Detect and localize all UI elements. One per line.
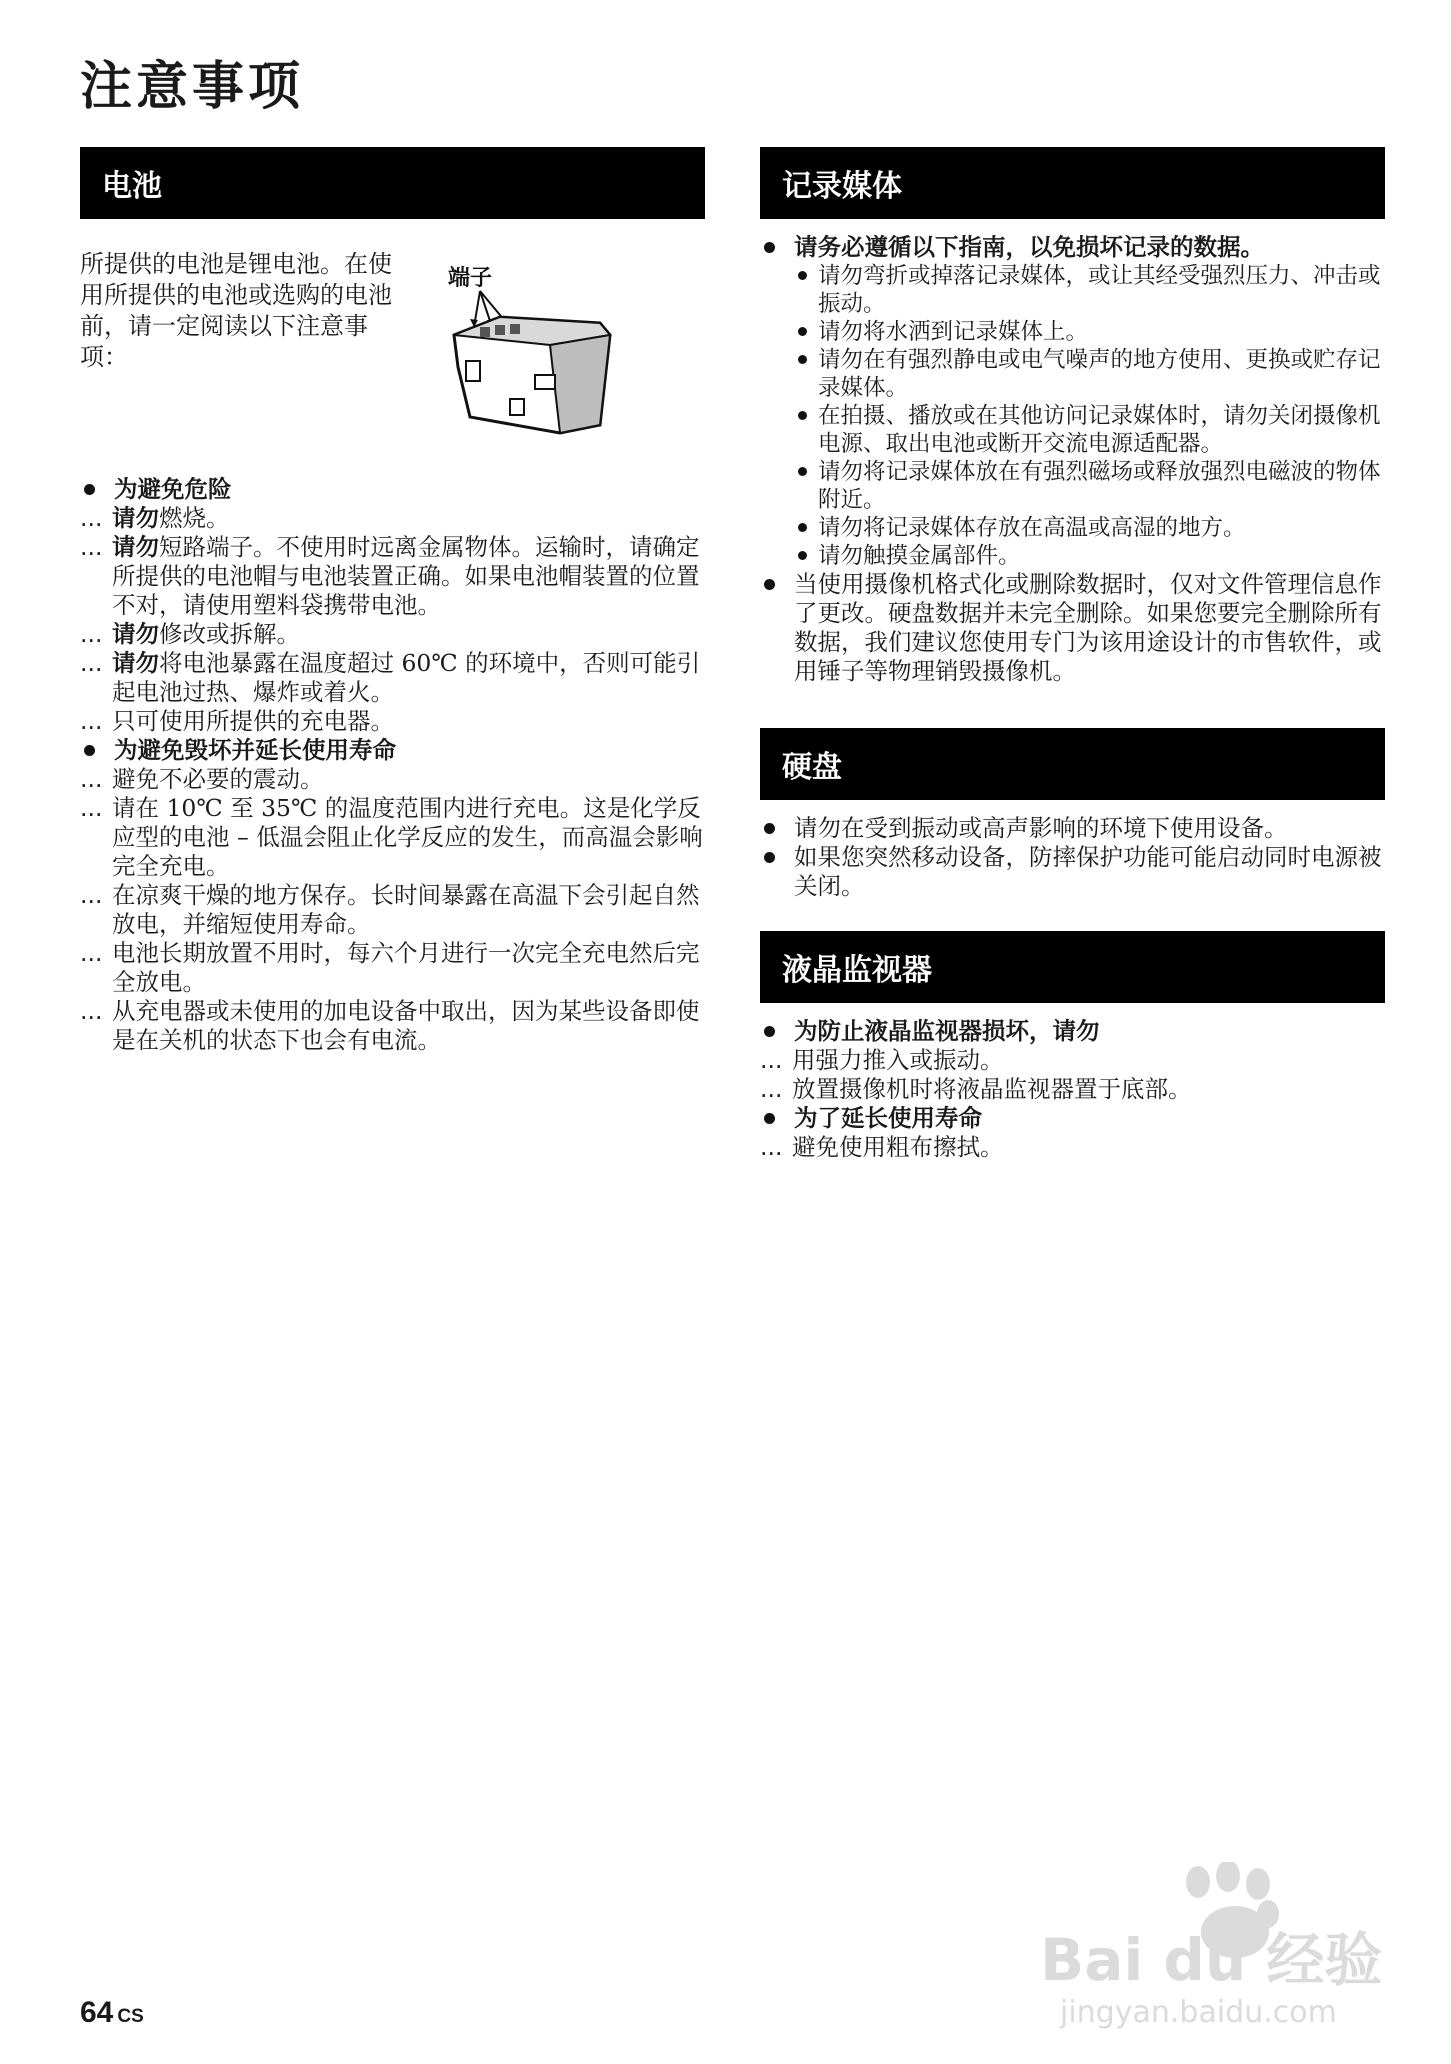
lcd-protect-heading: 为防止液晶监视器损坏，请勿 bbox=[760, 1017, 1385, 1046]
media-format-note: 当使用摄像机格式化或删除数据时，仅对文件管理信息作了更改。硬盘数据并未完全删除。如果您要完全删除所有数据，我们建议您使用专门为该用途设计的市售软件，或用锤子等物理销毁摄像机。 bbox=[760, 570, 1385, 686]
list-item: 请勿将记录媒体存放在高温或高湿的地方。 bbox=[794, 514, 1385, 542]
section-header-lcd: 液晶监视器 bbox=[760, 931, 1385, 1003]
right-column bbox=[760, 147, 1385, 1162]
list-item: ... 电池长期放置不用时，每六个月进行一次完全充电然后完全放电。 bbox=[80, 939, 700, 996]
life-heading: 为避免毁坏并延长使用寿命 bbox=[80, 736, 705, 765]
danger-heading: 为避免危险 bbox=[80, 475, 705, 504]
battery-terminal-illustration bbox=[440, 257, 640, 437]
battery-intro bbox=[80, 249, 705, 437]
list-item: ... 避免不必要的震动。 bbox=[80, 765, 324, 793]
list-item: 请勿在有强烈静电或电气噪声的地方使用、更换或贮存记录媒体。 bbox=[794, 346, 1385, 402]
list-item: ... 只可使用所提供的充电器。 bbox=[80, 707, 394, 735]
list-item: ... 请勿短路端子。不使用时远离金属物体。运输时，请确定所提供的电池帽与电池装置正确。如果电池帽装置的位置不对，请使用塑料袋携带电池。 bbox=[80, 533, 700, 619]
list-item: 在拍摄、播放或在其他访问记录媒体时，请勿关闭摄像机电源、取出电池或断开交流电源适配器。 bbox=[794, 402, 1385, 458]
section-header-hdd: 硬盘 bbox=[760, 728, 1385, 800]
list-item: ... 请勿燃烧。 bbox=[80, 504, 230, 532]
lcd-protect-list bbox=[760, 1017, 1385, 1046]
hdd-list bbox=[760, 814, 1385, 901]
list-item: 请勿将记录媒体放在有强烈磁场或释放强烈电磁波的物体附近。 bbox=[794, 458, 1385, 514]
lcd-life-list bbox=[760, 1104, 1385, 1133]
list-item: ... 避免使用粗布擦拭。 bbox=[760, 1133, 1004, 1161]
list-item: ... 放置摄像机时将液晶监视器置于底部。 bbox=[760, 1075, 1192, 1103]
battery-intro-text: 所提供的电池是锂电池。在使用所提供的电池或选购的电池前，请一定阅读以下注意事项： bbox=[80, 250, 392, 371]
watermark-brand: Bai du 经验 bbox=[1040, 1926, 1383, 1994]
left-column bbox=[80, 147, 705, 1055]
list-item: 请勿在受到振动或高声影响的环境下使用设备。 bbox=[760, 814, 1385, 843]
battery-danger-list bbox=[80, 475, 705, 504]
media-list bbox=[760, 233, 1385, 262]
list-item: ... 请勿将电池暴露在温度超过 60℃ 的环境中，否则可能引起电池过热、爆炸或着火。 bbox=[80, 649, 701, 706]
lcd-life-heading: 为了延长使用寿命 bbox=[760, 1104, 1385, 1133]
lcd-life-items bbox=[760, 1133, 1385, 1162]
terminal-label: 端子 bbox=[448, 266, 493, 291]
media-format-note-list bbox=[760, 570, 1385, 686]
baidu-jingyan-watermark bbox=[1030, 1862, 1420, 2032]
media-guide-heading: 请务必遵循以下指南，以免损坏记录的数据。 bbox=[760, 233, 1385, 262]
page-title: 注意事项 bbox=[80, 57, 305, 117]
list-item: 如果您突然移动设备，防摔保护功能可能启动同时电源被关闭。 bbox=[760, 843, 1385, 901]
danger-items bbox=[80, 504, 705, 736]
page-number: 64 CS bbox=[80, 1996, 144, 2029]
list-item: 请勿触摸金属部件。 bbox=[794, 542, 1385, 570]
battery-life-list bbox=[80, 736, 705, 765]
watermark-url: jingyan.baidu.com bbox=[1060, 1995, 1337, 2030]
list-item: 请勿将水洒到记录媒体上。 bbox=[794, 318, 1385, 346]
list-item: ... 从充电器或未使用的加电设备中取出，因为某些设备即使是在关机的状态下也会有电流。 bbox=[80, 997, 700, 1054]
list-item: ... 用强力推入或振动。 bbox=[760, 1046, 1004, 1074]
list-item: ... 在凉爽干燥的地方保存。长时间暴露在高温下会引起自然放电，并缩短使用寿命。 bbox=[80, 881, 700, 938]
lcd-protect-items bbox=[760, 1046, 1385, 1104]
section-header-battery: 电池 bbox=[80, 147, 705, 219]
life-items bbox=[80, 765, 705, 1055]
list-item: ... 请勿修改或拆解。 bbox=[80, 620, 300, 648]
list-item: ... 请在 10℃ 至 35℃ 的温度范围内进行充电。这是化学反应型的电池 – 低温会阻止化学反应的发生，而高温会影响完全充电。 bbox=[80, 794, 703, 880]
media-guide-items bbox=[760, 262, 1385, 570]
list-item: 请勿弯折或掉落记录媒体，或让其经受强烈压力、冲击或振动。 bbox=[794, 262, 1385, 318]
section-header-media: 记录媒体 bbox=[760, 147, 1385, 219]
